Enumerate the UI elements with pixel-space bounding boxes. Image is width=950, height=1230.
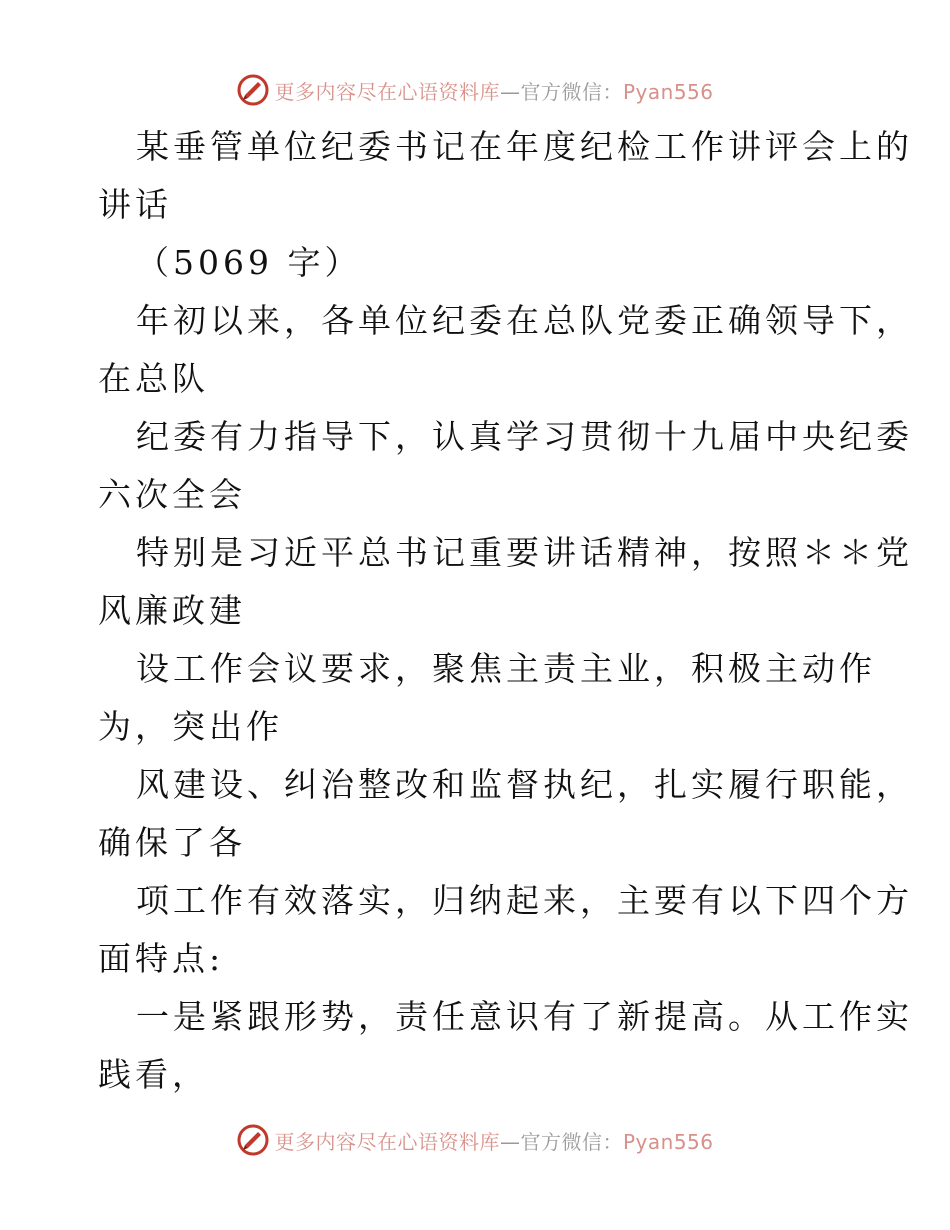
- text-line: 风建设、纠治整改和监督执纪，扎实履行职能，: [136, 765, 913, 804]
- text-line: 践看，: [98, 1055, 209, 1094]
- banner-label: 官方微信：: [520, 79, 623, 104]
- banner-separator: —: [499, 79, 521, 104]
- text-line: 为，突出作: [98, 707, 283, 746]
- footer-banner: [0, 1120, 950, 1160]
- banner-prefix: 更多内容尽在心语资料库: [274, 1129, 500, 1154]
- text-line: 风廉政建: [98, 591, 246, 630]
- brand-logo-icon: [236, 73, 270, 107]
- text-line: 年初以来，各单位纪委在总队党委正确领导下，: [136, 301, 913, 340]
- text-line: 面特点:: [98, 939, 225, 978]
- paragraph-lines: [98, 292, 913, 1104]
- text-line: 在总队: [98, 359, 209, 398]
- text-line: 特别是习近平总书记重要讲话精神，按照＊＊党: [136, 533, 913, 572]
- text-line: 纪委有力指导下，认真学习贯彻十九届中央纪委: [136, 417, 913, 456]
- header-banner: [0, 70, 950, 110]
- text-line: 一是紧跟形势，责任意识有了新提高。从工作实: [136, 997, 913, 1036]
- banner-label: 官方微信：: [520, 1129, 623, 1154]
- doc-title-line-2: 讲话: [98, 185, 172, 224]
- banner-separator: —: [499, 1129, 521, 1154]
- banner-prefix: 更多内容尽在心语资料库: [274, 79, 500, 104]
- text-line: 设工作会议要求，聚焦主责主业，积极主动作: [136, 649, 876, 688]
- banner-account: Pyan556: [622, 79, 714, 104]
- doc-title-line-1: 某垂管单位纪委书记在年度纪检工作讲评会上的: [136, 127, 913, 166]
- text-line: 项工作有效落实，归纳起来，主要有以下四个方: [136, 881, 913, 920]
- text-line: 六次全会: [98, 475, 246, 514]
- text-line: 确保了各: [98, 823, 246, 862]
- word-count: （5069 字）: [136, 243, 362, 282]
- brand-logo-icon: [236, 1123, 270, 1157]
- banner-account: Pyan556: [622, 1129, 714, 1154]
- banner-text: [274, 1126, 713, 1155]
- banner-text: [274, 76, 713, 105]
- document-body: [98, 118, 913, 1104]
